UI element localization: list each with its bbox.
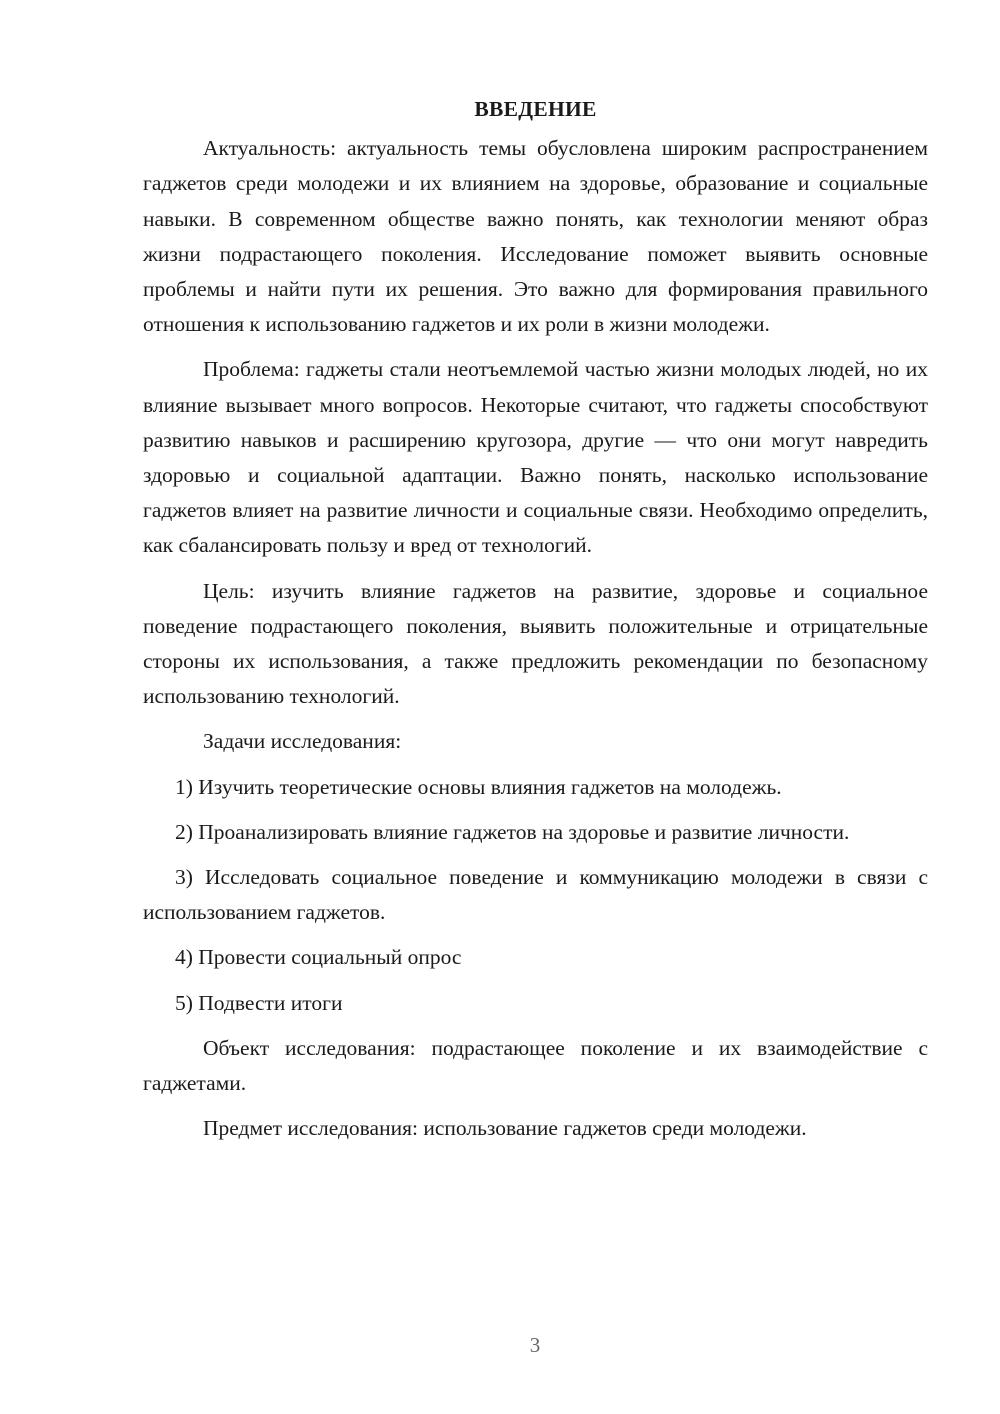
paragraph-goal: Цель: изучить влияние гаджетов на развитие, здоровье и социальное поведение подрастающего поколения, выявить положительные и отрицательные стороны их использования, а также предложить рекомендации по безопасному использованию технологий.	[143, 578, 928, 709]
task-item-1: 1) Изучить теоретические основы влияния гаджетов на молодежь.	[175, 774, 782, 799]
paragraph-object: Объект исследования: подрастающее поколение и их взаимодействие с гаджетами.	[143, 1035, 928, 1096]
tasks-heading: Задачи исследования:	[203, 729, 402, 754]
paragraph-problem: Проблема: гаджеты стали неотъемлемой частью жизни молодых людей, но их влияние вызывает много вопросов. Некоторые считают, что гаджеты способствуют развитию навыков и расширению кругозора, другие — что они могут навредить здоровью и социальной адаптации. Важно понять, насколько использование гаджетов влияет на развитие личности и социальные связи. Необходимо определить, как сбалансировать пользу и вред от технологий.	[143, 357, 928, 558]
page-number: 3	[529, 1333, 541, 1357]
task-item-5: 5) Подвести итоги	[175, 990, 343, 1015]
task-item-3: 3) Исследовать социальное поведение и коммуникацию молодежи в связи с использованием гаджетов.	[143, 865, 928, 925]
paragraph-relevance: Актуальность: актуальность темы обусловлена широким распространением гаджетов среди молодежи и их влиянием на здоровье, образование и социальные навыки. В современном обществе важно понять, как технологии меняют образ жизни подрастающего поколения. Исследование поможет выявить основные проблемы и найти пути их решения. Это важно для формирования правильного отношения к использованию гаджетов и их роли в жизни молодежи.	[143, 136, 928, 337]
page-title: ВВЕДЕНИЕ	[474, 97, 597, 121]
task-item-4: 4) Провести социальный опрос	[175, 945, 462, 970]
task-item-2: 2) Проанализировать влияние гаджетов на здоровье и развитие личности.	[175, 819, 850, 844]
paragraph-subject: Предмет исследования: использование гаджетов среди молодежи.	[203, 1116, 807, 1141]
document-body	[143, 92, 928, 1156]
